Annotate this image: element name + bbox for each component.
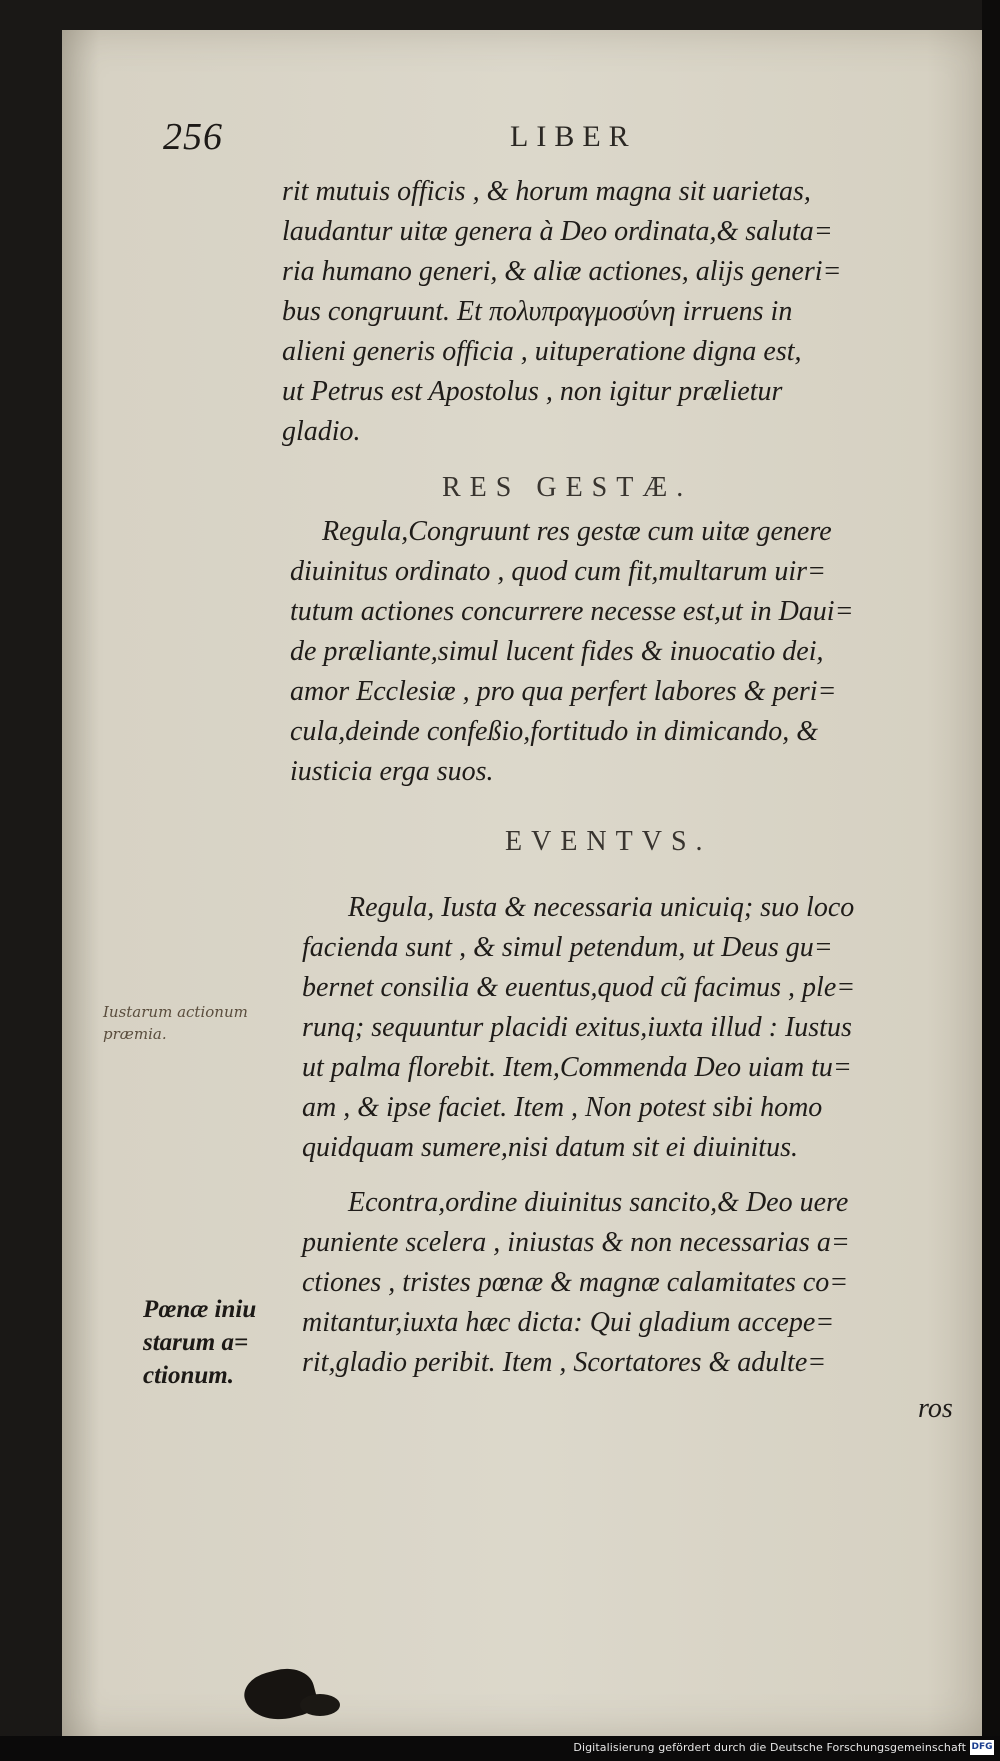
- text-line: Pœnæ iniu: [143, 1296, 257, 1323]
- text-line: bus congruunt. Et πολυπραγμοσύνη irruens in: [282, 296, 793, 327]
- scan-edge: [982, 0, 1000, 1761]
- text-line: ria humano generi, & aliæ actiones, alijs generi=: [282, 256, 842, 287]
- text-line: quidquam sumere,nisi datum sit ei diuinitus.: [302, 1132, 798, 1163]
- page-number: 256: [163, 116, 223, 158]
- text-line: am , & ipse faciet. Item , Non potest sibi homo: [302, 1092, 823, 1123]
- printed-margin-note: [143, 1293, 256, 1392]
- footer-credit: Digitalisierung gefördert durch die Deutsche Forschungsgemeinschaft: [573, 1741, 966, 1754]
- text-line: amor Ecclesiæ , pro qua perfert labores & peri=: [290, 676, 837, 707]
- text-line: rit,gladio peribit. Item , Scortatores & adulte=: [302, 1347, 827, 1378]
- paragraph-4: [302, 1183, 850, 1383]
- text-line: facienda sunt , & simul petendum, ut Deus gu=: [302, 932, 833, 963]
- dfg-logo-icon: DFG: [970, 1740, 994, 1755]
- ink-stain: [300, 1694, 340, 1716]
- paragraph-2: [290, 512, 853, 792]
- text-line: ctionum.: [143, 1362, 234, 1389]
- text-line: præmia.: [103, 1025, 167, 1043]
- text-line: rit mutuis officis , & horum magna sit uarietas,: [282, 176, 811, 207]
- text-line: runq; sequuntur placidi exitus,iuxta illud : Iustus: [302, 1012, 852, 1043]
- text-line: Iustarum actionum: [103, 1003, 248, 1021]
- text-line: ut Petrus est Apostolus , non igitur prælietur: [282, 376, 783, 407]
- text-line: ctiones , tristes pœnæ & magnæ calamitates co=: [302, 1267, 849, 1298]
- text-line: de præliante,simul lucent fides & inuocatio dei,: [290, 636, 824, 667]
- text-line: mitantur,iuxta hæc dicta: Qui gladium accepe=: [302, 1307, 835, 1338]
- paragraph-3: [302, 888, 855, 1168]
- text-line: Econtra,ordine diuinitus sancito,& Deo uere: [348, 1187, 849, 1218]
- text-line: iusticia erga suos.: [290, 756, 494, 787]
- text-line: Regula, Iusta & necessaria unicuiq; suo loco: [348, 892, 855, 923]
- text-line: alieni generis officia , uituperatione digna est,: [282, 336, 802, 367]
- text-line: puniente scelera , iniustas & non necessarias a=: [302, 1227, 850, 1258]
- section-heading-eventus: EVENTVS.: [505, 826, 712, 857]
- text-line: cula,deinde confeßio,fortitudo in dimicando, &: [290, 716, 819, 747]
- text-line: ut palma florebit. Item,Commenda Deo uiam tu=: [302, 1052, 852, 1083]
- text-line: gladio.: [282, 416, 361, 447]
- text-line: Regula,Congruunt res gestæ cum uitæ genere: [322, 516, 832, 547]
- paragraph-1: [282, 172, 841, 452]
- running-head: LIBER: [510, 120, 637, 153]
- text-line: laudantur uitæ genera à Deo ordinata,& saluta=: [282, 216, 833, 247]
- catchword: ros: [918, 1393, 953, 1424]
- text-line: bernet consilia & euentus,quod cũ facimus , ple=: [302, 972, 856, 1003]
- text-line: diuinitus ordinato , quod cum fit,multarum uir=: [290, 556, 826, 587]
- section-heading-res-gestae: RES GESTÆ.: [442, 472, 693, 503]
- text-line: starum a=: [143, 1329, 249, 1356]
- handwritten-margin-note: [103, 1001, 248, 1045]
- text-line: tutum actiones concurrere necesse est,ut in Daui=: [290, 596, 854, 627]
